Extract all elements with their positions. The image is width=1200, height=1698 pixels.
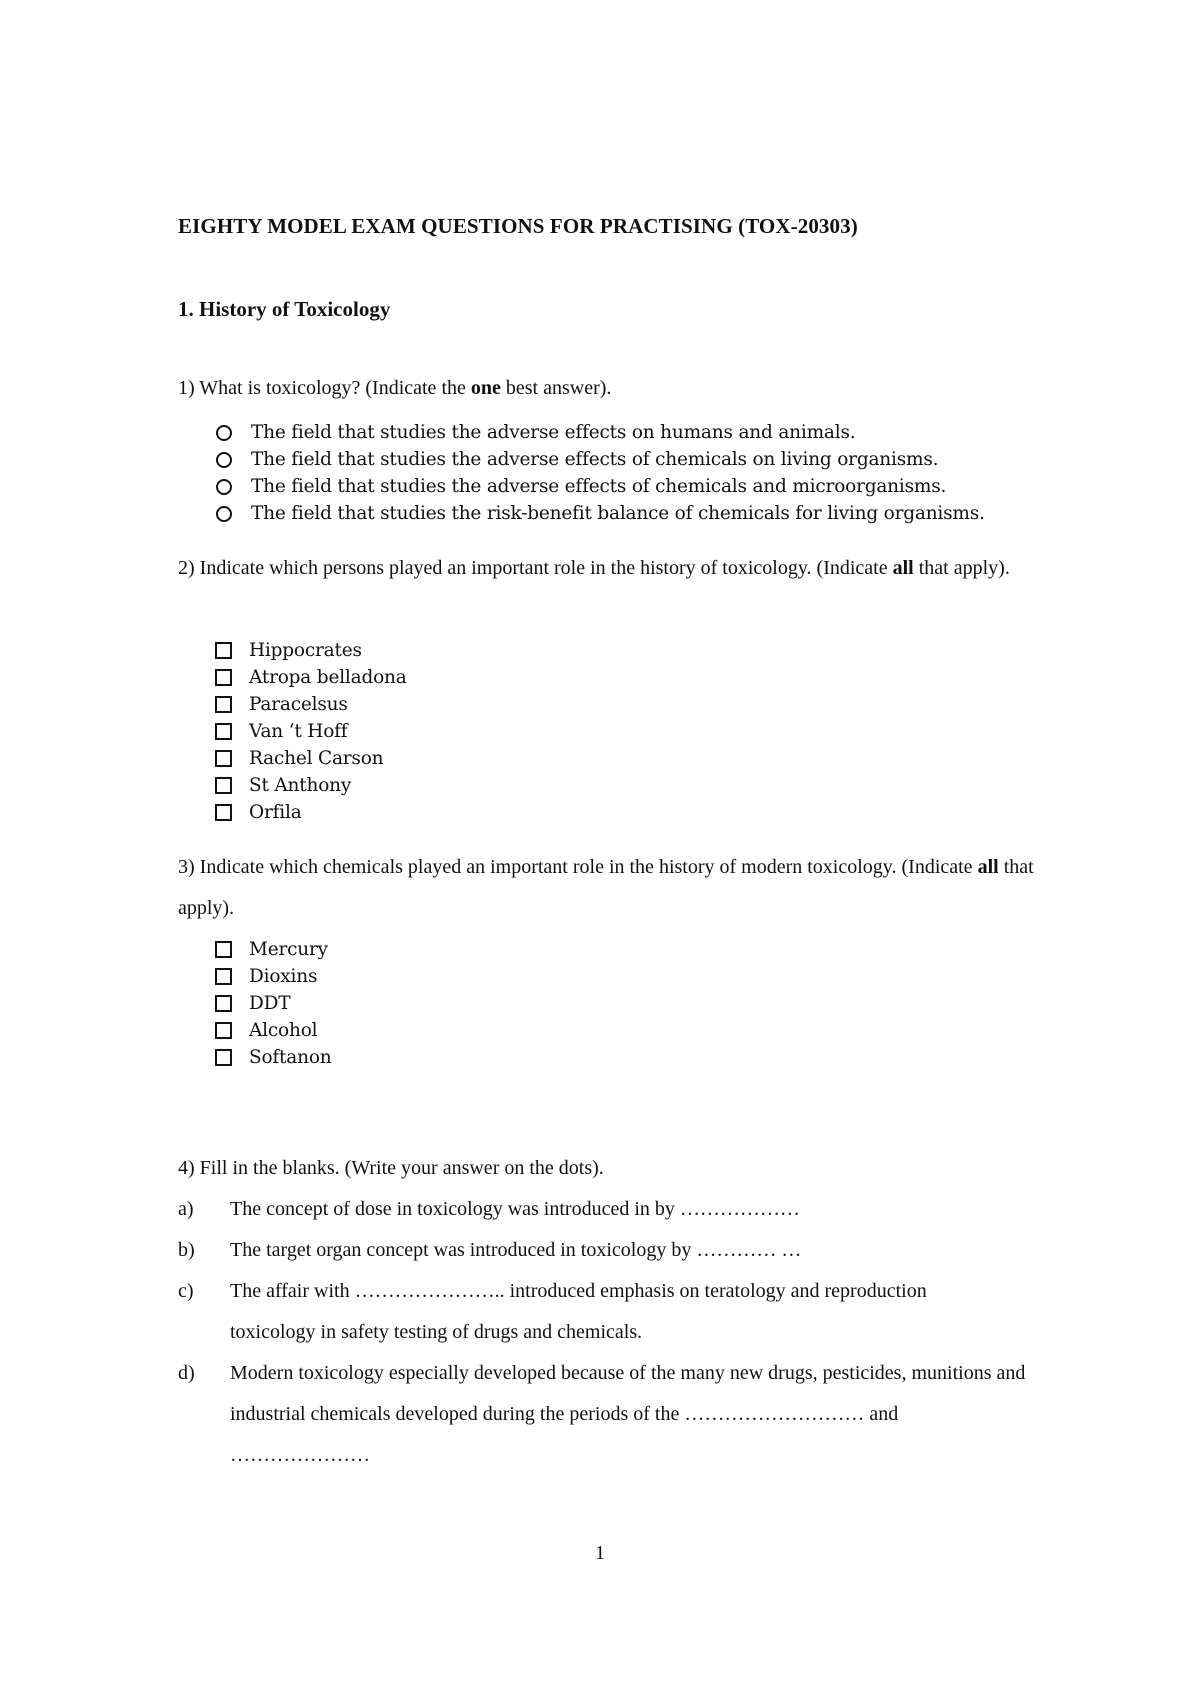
item-letter: b) <box>178 1239 195 1261</box>
checkbox-icon[interactable] <box>215 777 232 794</box>
item-text: The concept of dose in toxicology was introduced in by ……………… <box>230 1198 800 1220</box>
radio-button-icon[interactable] <box>216 506 232 522</box>
checkbox-icon[interactable] <box>215 642 232 659</box>
checkbox-icon[interactable] <box>215 941 232 958</box>
question-2-option[interactable] <box>214 772 407 799</box>
item-letter: c) <box>178 1280 194 1302</box>
question-3-option[interactable] <box>214 1044 332 1071</box>
checkbox-icon[interactable] <box>215 723 232 740</box>
question-1-emphasis: one <box>470 377 501 399</box>
question-2-option[interactable] <box>214 799 407 826</box>
question-2-option[interactable] <box>214 637 407 664</box>
checkbox-icon[interactable] <box>215 696 232 713</box>
question-1-prompt-text: 1) What is toxicology? (Indicate the <box>178 377 471 399</box>
question-3-option[interactable] <box>214 963 332 990</box>
question-1-option[interactable] <box>214 500 985 527</box>
option-label: The field that studies the adverse effects of chemicals and microorganisms. <box>251 476 947 497</box>
item-text: The affair with ………………….. introduced emphasis on teratology and reproduction toxicology in safety testing of drugs and chemicals. <box>230 1280 927 1343</box>
question-3-option[interactable] <box>214 990 332 1017</box>
question-3-option[interactable] <box>214 1017 332 1044</box>
option-label: The field that studies the adverse effects of chemicals on living organisms. <box>251 449 939 470</box>
question-1-option[interactable] <box>214 473 985 500</box>
checkbox-icon[interactable] <box>215 750 232 767</box>
question-2-option[interactable] <box>214 664 407 691</box>
question-2-option[interactable] <box>214 691 407 718</box>
question-2-options <box>214 637 407 826</box>
option-label: Softanon <box>249 1047 332 1068</box>
document-title: EIGHTY MODEL EXAM QUESTIONS FOR PRACTISING (TOX-20303) <box>178 214 858 238</box>
item-letter: a) <box>178 1198 194 1220</box>
question-3-prompt-end: that apply). <box>178 856 1034 919</box>
option-label: Mercury <box>249 939 328 960</box>
question-1-prompt <box>178 368 1038 409</box>
checkbox-icon[interactable] <box>215 968 232 985</box>
radio-button-icon[interactable] <box>216 452 232 468</box>
checkbox-icon[interactable] <box>215 1022 232 1039</box>
checkbox-icon[interactable] <box>215 804 232 821</box>
question-3-emphasis: all <box>977 856 999 878</box>
question-2-emphasis: all <box>892 557 914 579</box>
question-3-prompt <box>178 847 1038 929</box>
question-1-option[interactable] <box>214 446 985 473</box>
option-label: The field that studies the risk-benefit balance of chemicals for living organisms. <box>251 503 985 524</box>
radio-button-icon[interactable] <box>216 425 232 441</box>
checkbox-icon[interactable] <box>215 1049 232 1066</box>
question-1-prompt-end: best answer). <box>500 377 612 399</box>
option-label: St Anthony <box>249 775 352 796</box>
radio-button-icon[interactable] <box>216 479 232 495</box>
option-label: Paracelsus <box>249 694 348 715</box>
item-text: The target organ concept was introduced in toxicology by ………… … <box>230 1239 802 1261</box>
question-1-option[interactable] <box>214 419 985 446</box>
question-3-options <box>214 936 332 1071</box>
question-4-prompt: 4) Fill in the blanks. (Write your answer on the dots). <box>178 1157 604 1179</box>
section-heading: 1. History of Toxicology <box>178 297 391 321</box>
question-2-option[interactable] <box>214 718 407 745</box>
option-label: DDT <box>249 993 291 1014</box>
question-3-prompt-text: 3) Indicate which chemicals played an important role in the history of modern toxicology. (Indicate <box>178 856 978 878</box>
option-label: Atropa belladona <box>249 667 407 688</box>
item-text: Modern toxicology especially developed because of the many new drugs, pesticides, munitions and industrial chemicals developed during the periods of the ……………………… and ………………… <box>230 1362 1026 1466</box>
option-label: Orfila <box>249 802 302 823</box>
option-label: Alcohol <box>249 1020 318 1041</box>
item-letter: d) <box>178 1362 195 1384</box>
checkbox-icon[interactable] <box>215 995 232 1012</box>
question-3-option[interactable] <box>214 936 332 963</box>
question-2-prompt-text: 2) Indicate which persons played an important role in the history of toxicology. (Indicate <box>178 557 893 579</box>
option-label: Van ‘t Hoff <box>249 721 348 742</box>
question-1-options <box>214 419 985 527</box>
option-label: Rachel Carson <box>249 748 384 769</box>
option-label: The field that studies the adverse effects on humans and animals. <box>251 422 856 443</box>
question-2-option[interactable] <box>214 745 407 772</box>
question-2-prompt-end: that apply). <box>913 557 1010 579</box>
page-number: 1 <box>595 1542 605 1564</box>
question-2-prompt <box>178 548 1038 589</box>
option-label: Dioxins <box>249 966 318 987</box>
option-label: Hippocrates <box>249 640 362 661</box>
checkbox-icon[interactable] <box>215 669 232 686</box>
